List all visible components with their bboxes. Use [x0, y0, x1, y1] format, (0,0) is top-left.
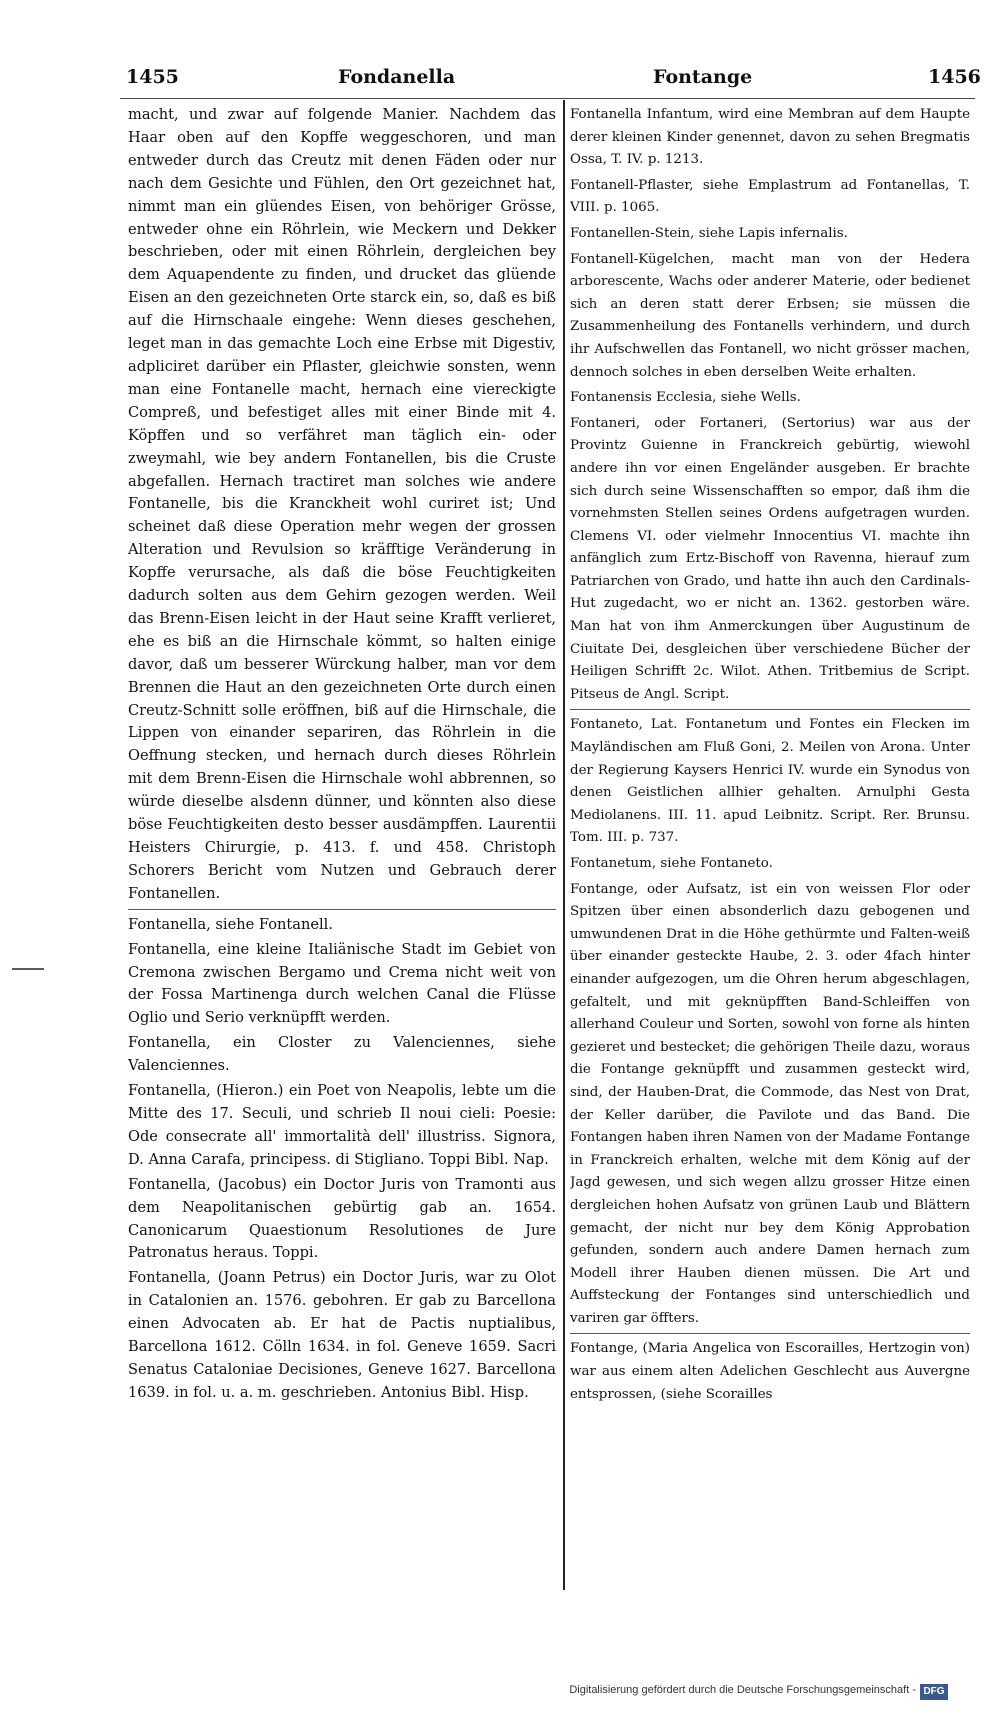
entry-separator [128, 909, 556, 910]
entry-separator [570, 709, 970, 710]
entry-fontanella-hieron: Fontanella, (Hieron.) ein Poet von Neapolis, lebte um die Mitte des 17. Seculi, und schrieb Il noui cieli: Poesie: Ode consecrate all' immortalità dell' illustriss. Signora, D. Anna Carafa, principess. di Stigliano. Toppi Bibl. Nap. [128, 1082, 556, 1168]
entry-fontange-maria-angelica: Fontange, (Maria Angelica von Escorailles, Hertzogin von) war aus einem alten Adelichen Geschlecht aus Auvergne entsprossen, (siehe Scorailles [570, 1341, 970, 1402]
entry-fontaneto: Fontaneto, Lat. Fontanetum und Fontes ein Flecken im Mayländischen am Fluß Goni, 2. Meilen von Arona. Unter der Regierung Kaysers Henrici IV. wurde ein Synodus von denen Geistlichen allhier gehalten. Arnulphi Gesta Mediolanens. III. 11. apud Leibnitz. Script. Rer. Brunsu. Tom. III. p. 737. [570, 717, 970, 846]
entry-fontaneri: Fontaneri, oder Fortaneri, (Sertorius) war aus der Provintz Guienne in Franckreich gebürtig, wiewohl andere ihn vor einen Engeländer ausgeben. Er brachte sich durch seine Wissenschafften so empor, daß ihm die vornehmsten Stellen seines Ordens aufgetragen wurden. Clemens VI. oder vielmehr Innocentius VI. machte ihn anfänglich zum Ertz-Bischoff von Ravenna, hierauf zum Patriarchen von Grado, und hatte ihn auch den Cardinals-Hut zugedacht, wo er nicht an. 1362. gestorben wäre. Man hat von ihm Anmerckungen über Augustinum de Ciuitate Dei, desgleichen über verschiedene Bücher der Heiligen Schrifft 2c. Wilot. Athen. Tritbemius de Script. Pitseus de Angl. Script. [570, 415, 970, 702]
footer [0, 1682, 1000, 1704]
right-column [570, 104, 970, 1584]
entry-fontanella-closter: Fontanella, ein Closter zu Valenciennes, siehe Valenciennes. [128, 1034, 556, 1075]
header-rule [120, 98, 975, 99]
entry-fontanella-infantum: Fontanella Infantum, wird eine Membran auf dem Haupte derer kleinen Kinder genennet, davon zu sehen Bregmatis Ossa, T. IV. p. 1213. [570, 107, 970, 168]
entry-fontanella-stadt: Fontanella, eine kleine Italiänische Stadt im Gebiet von Cremona zwischen Bergamo und Crema nicht weit von der Fossa Martinenga durch welchen Canal die Flüsse Oglio und Serio verknüpfft werden. [128, 940, 556, 1027]
entry-fontanella-joann-petrus: Fontanella, (Joann Petrus) ein Doctor Juris, war zu Olot in Catalonien an. 1576. gebohren. Er gab zu Barcellona einen Advocaten ab. Er hat de Pactis nuptialibus, Barcellona 1612. Cölln 1634. in fol. Geneve 1659. Sacri Senatus Cataloniae Decisiones, Geneve 1627. Barcellona 1639. in fol. u. a. m. geschrieben. Antonius Bibl. Hisp. [128, 1269, 556, 1401]
entry-separator [570, 1333, 970, 1334]
margin-mark [12, 967, 44, 971]
right-headword: Fontange [653, 66, 753, 88]
running-header [120, 66, 981, 100]
right-page-number: 1456 [928, 66, 981, 88]
entry-fontanell-kuegelchen: Fontanell-Kügelchen, macht man von der Hedera arborescente, Wachs oder anderer Materie, oder bedienet sich an deren statt derer Erbsen; sie müssen die Zusammenheilung des Fontanells verhindern, und durch ihr Aufschwellen das Fontanell, wo nicht grösser machen, dennoch solches in eben derselben Weite erhalten. [570, 251, 970, 380]
entry-fontanensis-ecclesia: Fontanensis Ecclesia, siehe Wells. [570, 390, 801, 406]
left-headword: Fondanella [338, 66, 456, 88]
entry-fontange: Fontange, oder Aufsatz, ist ein von weissen Flor oder Spitzen über einen absonderlich dazu gebogenen und umwundenen Drat in die Höhe gethürmte und Falten-weiß über einander gesteckte Haube, 2. 3. oder 4fach hinter einander aufgezogen, um die Ohren herum abgeschlagen, gefaltelt, und mit geknüpfften Band-Schleiffen von allerhand Couleur und Sorten, sowohl von forne als hinten gezieret und bestecket; die gehörigen Theile dazu, woraus die Fontange geknüpfft und zusammen gesteckt wird, sind, der Hauben-Drat, die Commode, das Nest von Drat, der Keller darüber, die Pavilote und das Band. Die Fontangen haben ihren Namen von der Madame Fontange in Franckreich erhalten, welche mit dem König auf der Jagd gewesen, und sich wegen allzu grosser Hitze einen dergleichen hohen Aufsatz von grünen Laub und Blättern gemacht, der nicht nur bey dem König Approbation gefunden, sondern auch andere Damen hernach zum Modell ihrer Hauben dienen müssen. Die Art und Auffsteckung der Fontanges sind unterschiedlich und variren gar öffters. [570, 881, 970, 1326]
dfg-logo-icon: DFG [920, 1684, 948, 1700]
entry-fontanell-continuation: macht, und zwar auf folgende Manier. Nachdem das Haar oben auf den Kopffe weggeschoren, und man entweder durch das Creutz mit denen Fäden oder nur nach dem Gesichte und Fühlen, den Ort gezeichnet hat, nimmt man ein glüendes Eisen, von behöriger Grösse, entweder ohne ein Röhrlein, wie Meckern und Dekker beschrieben, oder mit einen Röhrlein, dergleichen bey dem Aquapendente zu finden, und drucket das glüende Eisen an den gezeichneten Orte starck ein, so, daß es biß auf die Hirnschaale eingehe: Wenn dieses geschehen, leget man in das gemachte Loch eine Erbse mit Digestiv, adpliciret darüber ein Pflaster, gleichwie sonsten, wenn man eine Fontanelle macht, hernach eine viereckigte Compreß, und befestiget alles mit einer Binde mit 4. Köpffen und so verfähret man täglich ein- oder zweymahl, wie bey andern Fontanellen, bis die Cruste abgefallen. Hernach tractiret man solches wie andere Fontanelle, bis die Kranckheit wohl curiret ist; Und scheinet daß diese Operation mehr wegen der grossen Alteration und Revulsion so kräfftige Veränderung in Kopffe verursache, als daß die böse Feuchtigkeiten dadurch solten aus dem Gehirn gezogen werden. Weil das Brenn-Eisen leicht in der Haut seine Krafft verlieret, ehe es biß an die Hirnschale kömmt, so halten einige davor, daß um besserer Würckung halber, man vor dem Brennen die Haut an den gezeichneten Orte durch einen Creutz-Schnitt solle eröffnen, biß auf die Hirnschale, die Lippen von einander separiren, das Röhrlein in die Oeffnung stecken, und hernach durch dieses Röhrlein mit dem Brenn-Eisen die Hirnschale wohl abbrennen, so würde dieselbe alsdenn dünner, und könnten also diese böse Feuchtigkeiten desto besser ausdämpffen. Laurentii Heisters Chirurgie, p. 413. f. und 458. Christoph Schorers Bericht vom Nutzen und Gebrauch derer Fontanellen. [128, 106, 556, 902]
funding-notice: Digitalisierung gefördert durch die Deutsche Forschungsgemeinschaft - [569, 1684, 916, 1696]
entry-fontanetum: Fontanetum, siehe Fontaneto. [570, 856, 773, 871]
entry-fontanellen-stein: Fontanellen-Stein, siehe Lapis infernalis. [570, 225, 848, 241]
entry-fontanell-pflaster: Fontanell-Pflaster, siehe Emplastrum ad Fontanellas, T. VIII. p. 1065. [570, 177, 970, 216]
entry-fontanella-jacobus: Fontanella, (Jacobus) ein Doctor Juris von Tramonti aus dem Neapolitanischen gebürtig gab an. 1654. Canonicarum Quaestionum Resolutiones de Jure Patronatus heraus. Toppi. [128, 1175, 556, 1262]
entry-fontanella-siehe: Fontanella, siehe Fontanell. [128, 915, 333, 933]
left-column [128, 104, 556, 1584]
left-page-number: 1455 [126, 66, 179, 88]
column-divider [563, 100, 565, 1590]
